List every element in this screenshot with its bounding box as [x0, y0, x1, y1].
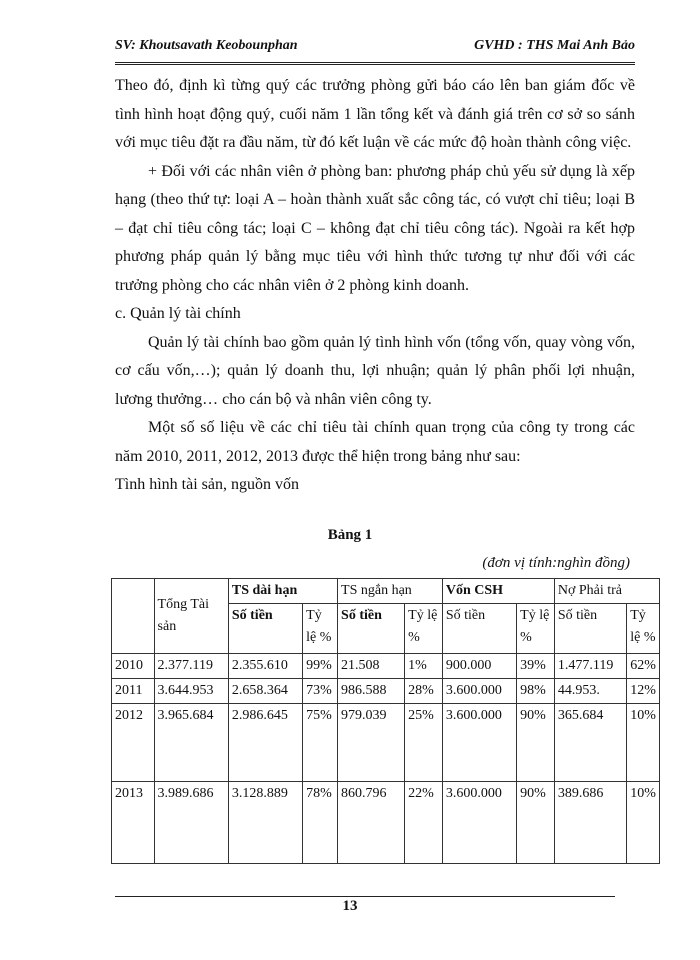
row-st-pct: 1%	[405, 654, 443, 679]
financial-table	[111, 578, 660, 864]
liabilities-header: Nợ Phải trả	[554, 579, 659, 604]
row-eq-pct: 39%	[517, 654, 555, 679]
table-row	[112, 782, 660, 864]
row-li: 44.953.	[554, 679, 626, 704]
row-lt: 3.128.889	[228, 782, 302, 864]
long-term-header: TS dài hạn	[228, 579, 337, 604]
row-year: 2010	[112, 654, 155, 679]
row-st: 986.588	[338, 679, 405, 704]
row-year: 2013	[112, 782, 155, 864]
row-eq: 900.000	[442, 654, 516, 679]
row-li-pct: 62%	[627, 654, 660, 679]
paragraph-3: Quản lý tài chính bao gồm quản lý tình hình vốn (tổng vốn, quay vòng vốn, cơ cấu vốn,…); quản lý doanh thu, lợi nhuận; quản lý phân phối lợi nhuận, lương thưởng… cho cán bộ và nhân viên công ty.	[115, 333, 635, 408]
row-st-pct: 28%	[405, 679, 443, 704]
row-li-pct: 10%	[627, 782, 660, 864]
unit-note: (đơn vị tính:nghìn đồng)	[482, 555, 630, 571]
row-eq: 3.600.000	[442, 704, 516, 782]
row-lt: 2.986.645	[228, 704, 302, 782]
row-lt-pct: 73%	[303, 679, 338, 704]
amount-header: Số tiền	[338, 604, 405, 654]
page-header	[115, 36, 635, 65]
section-heading-c: c. Quản lý tài chính	[115, 305, 241, 322]
ratio-header: Tỷ lệ %	[303, 604, 338, 654]
ratio-header: Tỷ lệ %	[405, 604, 443, 654]
paragraph-1: Theo đó, định kì từng quý các trưởng phòng gửi báo cáo lên ban giám đốc về tình hình hoạt động quý, cuối năm 1 lần tổng kết và đánh giá trên cơ sở so sánh với mục tiêu đặt ra đầu năm, từ đó kết luận về các mức độ hoàn thành công việc.	[115, 77, 635, 151]
amount-header: Số tiền	[554, 604, 626, 654]
row-lt-pct: 78%	[303, 782, 338, 864]
row-st: 21.508	[338, 654, 405, 679]
row-total: 3.989.686	[154, 782, 228, 864]
ratio-header: Tỷ lệ %	[627, 604, 660, 654]
row-eq-pct: 90%	[517, 782, 555, 864]
row-li-pct: 10%	[627, 704, 660, 782]
row-st: 860.796	[338, 782, 405, 864]
row-eq: 3.600.000	[442, 782, 516, 864]
row-eq: 3.600.000	[442, 679, 516, 704]
table-caption: Bảng 1	[327, 527, 373, 543]
row-lt-pct: 99%	[303, 654, 338, 679]
table-row	[112, 654, 660, 679]
row-year: 2012	[112, 704, 155, 782]
row-eq-pct: 98%	[517, 679, 555, 704]
amount-header: Số tiền	[228, 604, 302, 654]
row-total: 3.965.684	[154, 704, 228, 782]
year-header	[112, 579, 155, 654]
footer-rule	[115, 896, 615, 897]
student-name: SV: Khoutsavath Keobounphan	[115, 38, 298, 53]
row-li: 1.477.119	[554, 654, 626, 679]
paragraph-2: + Đối với các nhân viên ở phòng ban: phương pháp chủ yếu sử dụng là xếp hạng (theo thứ tự: loại A – hoàn thành xuất sắc công tác, có vượt chỉ tiêu; loại B – đạt chỉ tiêu công tác; loại C – không đạt chỉ tiêu công tác). Ngoài ra kết hợp phương pháp quản lý bằng mục tiêu với hình thức tương tự như đối với các trưởng phòng cho các nhân viên ở 2 phòng kinh doanh.	[115, 162, 635, 294]
table-header-row	[112, 579, 660, 604]
total-assets-header: Tổng Tài sản	[154, 579, 228, 654]
row-total: 3.644.953	[154, 679, 228, 704]
short-term-header: TS ngắn hạn	[338, 579, 443, 604]
row-st-pct: 22%	[405, 782, 443, 864]
row-year: 2011	[112, 679, 155, 704]
table-row	[112, 679, 660, 704]
row-lt: 2.355.610	[228, 654, 302, 679]
row-li: 365.684	[554, 704, 626, 782]
table-row	[112, 704, 660, 782]
row-eq-pct: 90%	[517, 704, 555, 782]
row-lt-pct: 75%	[303, 704, 338, 782]
row-li: 389.686	[554, 782, 626, 864]
amount-header: Số tiền	[442, 604, 516, 654]
body-text	[115, 72, 635, 500]
row-lt: 2.658.364	[228, 679, 302, 704]
row-st: 979.039	[338, 704, 405, 782]
ratio-header: Tỷ lệ %	[517, 604, 555, 654]
row-li-pct: 12%	[627, 679, 660, 704]
page-number: 13	[342, 898, 358, 914]
advisor-name: GVHD : THS Mai Anh Bảo	[474, 38, 635, 53]
equity-header: Vốn CSH	[442, 579, 554, 604]
row-st-pct: 25%	[405, 704, 443, 782]
paragraph-4: Một số số liệu về các chỉ tiêu tài chính quan trọng của công ty trong các năm 2010, 2011, 2012, 2013 được thể hiện trong bảng như sau:	[115, 419, 635, 465]
paragraph-5: Tình hình tài sản, nguồn vốn	[115, 476, 299, 493]
row-total: 2.377.119	[154, 654, 228, 679]
